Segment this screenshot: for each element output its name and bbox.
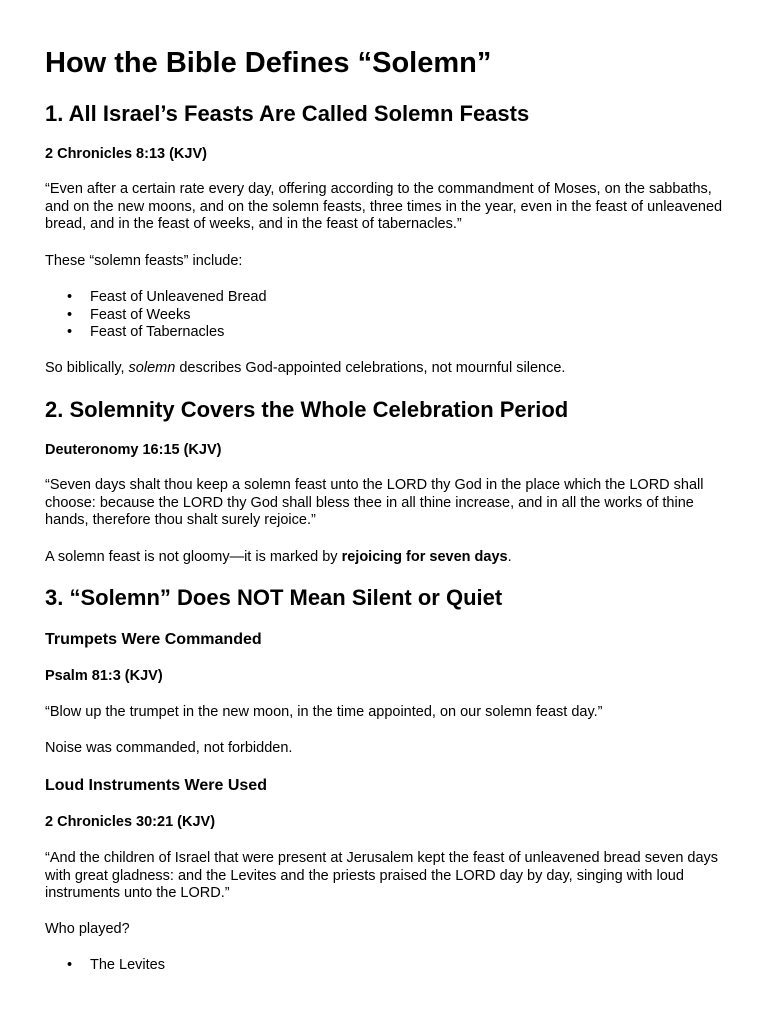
section-1-heading: 1. All Israel’s Feasts Are Called Solemn Feasts <box>45 101 530 126</box>
list-item <box>45 324 728 342</box>
subsection-trumpets-scripture-reference: Psalm 81:3 (KJV) <box>45 668 163 684</box>
subsection-instruments-question: Who played? <box>45 921 130 937</box>
page-title: How the Bible Defines “Solemn” <box>45 47 492 79</box>
subsection-trumpets-note: Noise was commanded, not forbidden. <box>45 740 293 756</box>
section-1-intro: These “solemn feasts” include: <box>45 253 243 269</box>
bullet-icon: • <box>67 289 73 305</box>
section-2-heading: 2. Solemnity Covers the Whole Celebration Period <box>45 397 569 422</box>
list-item <box>45 289 728 307</box>
conclusion-emphasis: solemn <box>128 360 176 376</box>
subsection-instruments-scripture-reference: 2 Chronicles 30:21 (KJV) <box>45 814 216 830</box>
subsection-instruments-quote: “And the children of Israel that were present at Jerusalem kept the feast of unleavened bread seven days with great gladness: and the Levites and the priests praised the LORD day by day, singing with loud instruments unto the LORD.” <box>45 850 719 902</box>
section-1-feast-list <box>45 289 728 342</box>
bullet-icon: • <box>67 324 73 341</box>
note-text: . <box>507 549 512 565</box>
conclusion-text: describes God-appointed celebrations, not mournful silence. <box>175 360 566 376</box>
note-strong: rejoicing for seven days <box>341 549 508 565</box>
section-2-note <box>45 549 728 567</box>
section-2-quote: “Seven days shalt thou keep a solemn feast unto the LORD thy God in the place which the LORD shall choose: because the LORD thy God shall bless thee in all thine increase, and in all the works of thine hands, therefore thou shalt surely rejoice.” <box>45 477 704 529</box>
list-item-text: Feast of Tabernacles <box>90 324 225 341</box>
bullet-icon: • <box>67 957 73 973</box>
section-1-quote: “Even after a certain rate every day, offering according to the commandment of Moses, on the sabbaths, and on the new moons, and on the solemn feasts, three times in the year, even in the feast of unleavened bread, and in the feast of weeks, and in the feast of tabernacles.” <box>45 181 723 233</box>
list-item <box>45 307 728 325</box>
section-1-scripture-reference: 2 Chronicles 8:13 (KJV) <box>45 146 207 162</box>
subsection-trumpets-quote: “Blow up the trumpet in the new moon, in the time appointed, on our solemn feast day.” <box>45 704 603 720</box>
bullet-icon: • <box>67 306 73 323</box>
conclusion-text: So biblically, <box>45 360 129 376</box>
list-item-text: The Levites <box>90 957 165 973</box>
list-item-text: Feast of Weeks <box>90 306 191 323</box>
list-item <box>45 957 728 975</box>
subsection-trumpets-heading: Trumpets Were Commanded <box>45 631 262 648</box>
subsection-instruments-list <box>45 957 728 975</box>
section-1-conclusion <box>45 360 728 378</box>
note-text: A solemn feast is not gloomy—it is marked by <box>45 549 342 565</box>
section-2-scripture-reference: Deuteronomy 16:15 (KJV) <box>45 442 222 458</box>
section-3-heading: 3. “Solemn” Does NOT Mean Silent or Quiet <box>45 585 503 610</box>
list-item-text: Feast of Unleavened Bread <box>90 289 267 305</box>
subsection-instruments-heading: Loud Instruments Were Used <box>45 777 267 794</box>
